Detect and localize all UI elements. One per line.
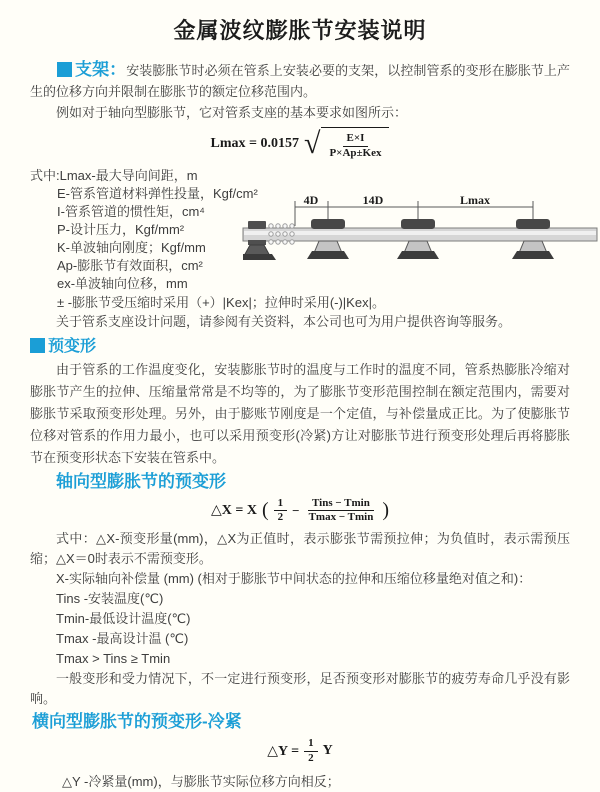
- blue-square-bullet-icon: [57, 62, 72, 77]
- fraction-numerator: 1: [274, 497, 288, 512]
- lateral-predeform-formula: [30, 737, 570, 766]
- half-fraction: [274, 497, 288, 526]
- lateral-predeform-heading: 横向型膨胀节的预变形-冷紧: [32, 712, 242, 731]
- predeform-section-heading: [30, 337, 570, 357]
- var-line: 式中:Lmax-最大导向间距，m: [30, 167, 198, 183]
- support-example-line: 例如对于轴向型膨胀节，它对管系支座的基本要求如图所示：: [56, 105, 408, 120]
- formula-prefix: △Y =: [267, 743, 300, 759]
- predeform-paragraph: 由于管系的工作温度变化，安装膨胀节时的温度与工作时的温度不同，管系热膨胀冷缩对膨胀节产生的拉伸、压缩量常常是不均等的，为了膨胀节变形范围控制在额定范围内，需要对膨胀节采取预变形处理。另外，由于膨账节刚度是一个定值，与补偿量成正比。为了使膨胀节位移对管系的作用力最小，也可以采用预变形(冷紧)方让对膨胀节进行预变形处理后再将膨胀节在预变形状态下安装在管系中。: [30, 361, 570, 465]
- axial-note-line: 一般变形和受力情况下，不一定进行预变形，足否预变形对膨胀节的疲劳寿命几乎没有影响。: [30, 671, 570, 706]
- support-section-label: 支架：: [75, 60, 127, 79]
- fraction-denominator: 2: [308, 751, 314, 764]
- fraction-denominator: Tmax − Tmin: [308, 511, 374, 524]
- support-note-line: 关于管系支座设计问题，请参阅有关资料，本公司也可为用户提供咨询等服务。: [56, 313, 512, 329]
- dim-label-14d: 14D: [362, 192, 384, 207]
- var-line: K-单波轴向刚度；Kgf/mm: [57, 239, 206, 255]
- minus-operator: −: [292, 502, 300, 518]
- var-line: I-管系管道的惯性矩，cm⁴: [57, 203, 205, 219]
- dimension-labels: [304, 193, 490, 207]
- var-line: Tins -安装温度(℃): [56, 591, 164, 606]
- sign-convention-line: ± -膨胀节受压缩时采用（+）|Kex|；拉伸时采用(-)|Kex|。: [57, 294, 385, 310]
- var-line: ex-单波轴向位移，mm: [57, 275, 188, 291]
- var-line: P-设计压力，Kgf/mm²: [57, 221, 185, 237]
- variables-and-diagram: [30, 167, 570, 293]
- formula-prefix: △X = X: [211, 503, 257, 519]
- axial-predeform-heading: 轴向型膨胀节的预变形: [56, 471, 226, 491]
- lmax-formula: [30, 127, 570, 161]
- fraction-numerator: Tins − Tmin: [308, 497, 374, 512]
- radical-sign: √: [303, 126, 321, 160]
- right-paren: ): [382, 499, 389, 522]
- temperature-fraction: [305, 497, 378, 526]
- half-fraction: [304, 737, 318, 766]
- pipe: [243, 228, 597, 241]
- var-line: E-管系管道材料弹性投量，Kgf/cm²: [57, 185, 258, 201]
- radicand: [321, 127, 389, 161]
- axial-where-paragraph: 式中：△X-预变形量(mm)，△X为正值时，表示膨张节需预拉伸；为负值时，表示需预压缩；△X＝0时表示不需预变形。: [30, 531, 570, 566]
- support-intro-text: 安装膨胀节时必须在管系上安装必要的支架，以控制管系的变形在膨胀节上产生的位移方向并限制在膨胀节的额定位移范围内。: [30, 63, 570, 99]
- var-line: Tmax -最高设计温 (℃): [56, 631, 189, 646]
- lateral-note-line: △Y -冷紧量(mm)，与膨胀节实际位移方向相反；: [62, 773, 340, 789]
- var-line: Tmax > Tins ≥ Tmin: [56, 651, 171, 666]
- fraction-denominator: P×Ap±Kex: [329, 146, 382, 159]
- var-line: Tmin-最低设计温度(℃): [56, 611, 191, 626]
- support-intro-paragraph: [30, 59, 570, 102]
- predeform-section-label: 预变形: [48, 337, 97, 355]
- var-line: Ap-膨胀节有效面积，cm²: [57, 257, 203, 273]
- blue-square-bullet-icon: [30, 338, 45, 353]
- var-line: X-实际轴向补偿量 (mm) (相对于膨胀节中间状态的拉伸和压缩位移量绝对值之和)：: [56, 571, 532, 586]
- fraction: [325, 132, 385, 161]
- formula-suffix: Y: [322, 743, 333, 759]
- fraction-numerator: E×I: [343, 132, 369, 147]
- dim-label-lmax: Lmax: [460, 192, 490, 207]
- dim-label-4d: 4D: [303, 192, 319, 207]
- page-title: 金属波纹膨胀节安装说明: [173, 18, 427, 43]
- fraction-numerator: 1: [304, 737, 318, 752]
- formula-lhs: Lmax = 0.0157: [210, 135, 299, 151]
- pipe-support-diagram: [243, 192, 597, 267]
- left-paren: (: [261, 499, 269, 522]
- fraction-denominator: 2: [277, 511, 284, 524]
- axial-predeform-formula: [30, 497, 570, 526]
